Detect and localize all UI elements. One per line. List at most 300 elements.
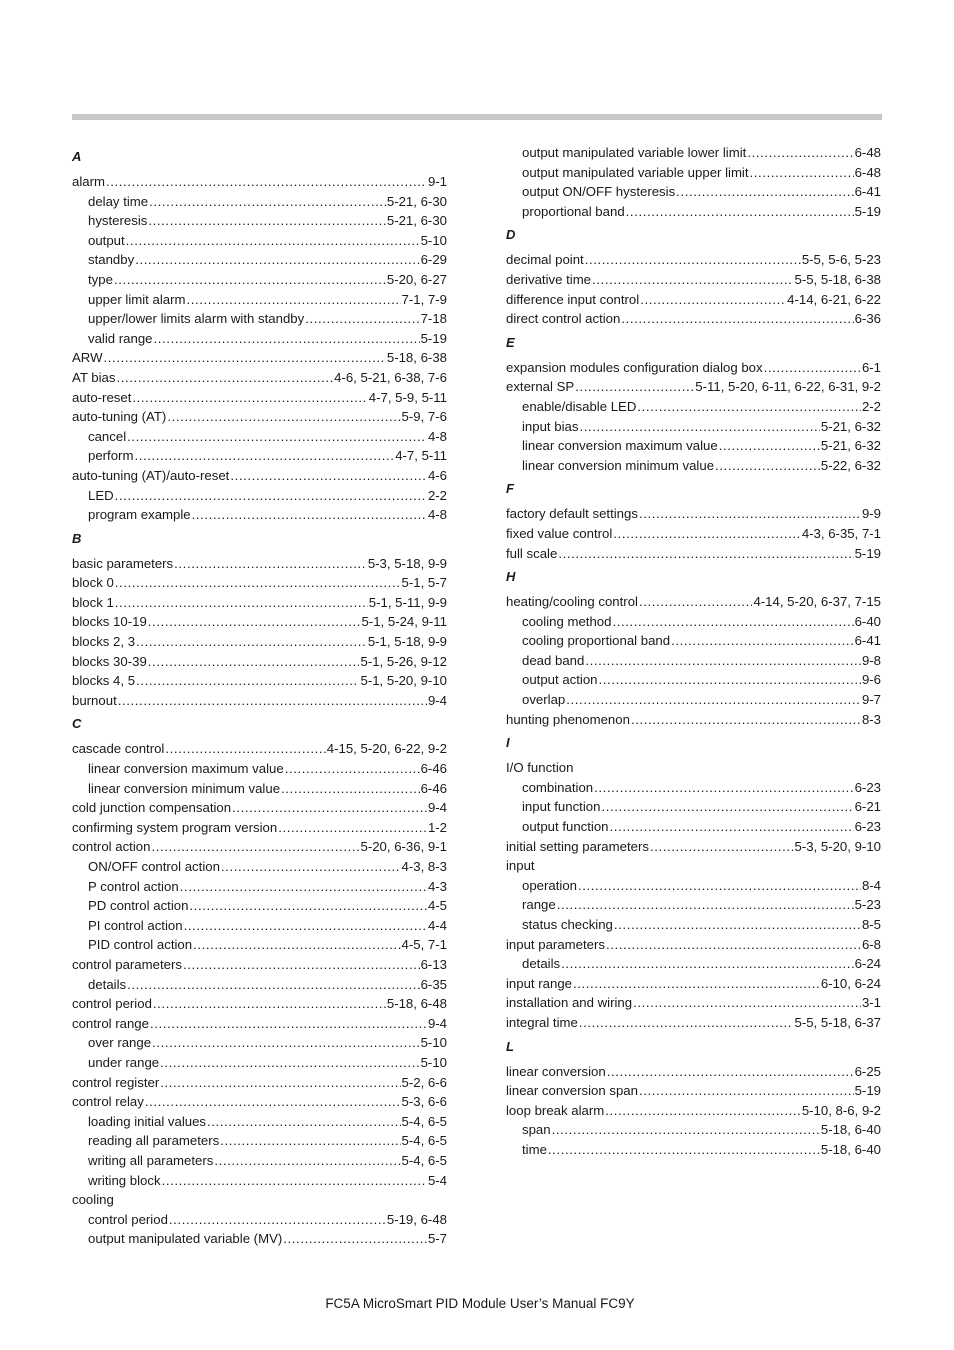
index-entry — [506, 546, 881, 566]
index-page-refs: 5-9, 7-6 — [401, 409, 447, 425]
index-term: auto-tuning (AT)/auto-reset — [72, 467, 230, 483]
index-subentry — [72, 448, 447, 468]
dot-leader — [169, 1212, 386, 1227]
dot-leader — [165, 741, 325, 756]
index-term: linear conversion — [506, 1063, 606, 1079]
dot-leader — [607, 1064, 854, 1079]
index-page-refs: 5-3, 6-6 — [401, 1094, 447, 1110]
index-page-refs: 5-1, 5-7 — [401, 575, 447, 591]
index-term: linear conversion minimum value — [522, 457, 715, 473]
index-subentry — [72, 233, 447, 253]
dot-leader — [633, 995, 861, 1010]
dot-leader — [193, 937, 400, 952]
index-entry — [506, 858, 881, 878]
dot-leader — [132, 390, 367, 405]
index-entry — [506, 292, 881, 312]
dot-leader — [118, 693, 427, 708]
index-page-refs: 5-2, 6-6 — [401, 1074, 447, 1090]
index-term: initial setting parameters — [506, 838, 649, 854]
index-page-refs: 5-22, 6-32 — [820, 457, 881, 473]
index-letter-heading: B — [72, 530, 82, 546]
index-subentry — [506, 672, 881, 692]
index-subentry — [72, 781, 447, 801]
index-page-refs: 5-1, 5-11, 9-9 — [368, 594, 447, 610]
dot-leader — [639, 506, 861, 521]
index-page-refs: 5-21, 6-32 — [820, 418, 881, 434]
index-entry — [506, 272, 881, 292]
dot-leader — [149, 194, 386, 209]
dot-leader — [640, 292, 786, 307]
index-page-refs: 5-5, 5-18, 6-37 — [794, 1014, 881, 1030]
index-column-right — [506, 145, 881, 1162]
index-term: span — [522, 1122, 551, 1138]
index-page-refs: 9-4 — [427, 800, 447, 816]
index-page-refs: 5-10 — [420, 1054, 447, 1070]
index-subentry — [72, 1212, 447, 1232]
index-entry — [72, 409, 447, 429]
dot-leader — [599, 672, 861, 687]
index-subentry — [506, 184, 881, 204]
index-term: output ON/OFF hysteresis — [522, 184, 676, 200]
index-page-refs: 5-23 — [854, 897, 881, 913]
index-term: basic parameters — [72, 555, 174, 571]
index-subentry — [72, 194, 447, 214]
index-page-refs: 4-15, 5-20, 6-22, 9-2 — [326, 741, 447, 757]
index-term: blocks 4, 5 — [72, 673, 136, 689]
dot-leader — [631, 712, 861, 727]
dot-leader — [134, 448, 394, 463]
index-term: range — [522, 897, 556, 913]
index-term: blocks 30-39 — [72, 653, 147, 669]
index-page-refs: 5-3, 5-18, 9-9 — [367, 555, 447, 571]
dot-leader — [285, 761, 420, 776]
dot-leader — [136, 634, 367, 649]
index-entry — [506, 839, 881, 859]
index-term: external SP — [506, 379, 575, 395]
dot-leader — [192, 507, 427, 522]
index-subentry — [72, 918, 447, 938]
index-entry — [506, 995, 881, 1015]
index-term: proportional band — [522, 203, 625, 219]
index-term: upper/lower limits alarm with standby — [88, 311, 305, 327]
index-term: input function — [522, 799, 601, 815]
dot-leader — [214, 1153, 400, 1168]
index-page-refs: 5-10, 8-6, 9-2 — [801, 1102, 881, 1118]
dot-leader — [148, 654, 360, 669]
dot-leader — [605, 1103, 801, 1118]
index-subentry — [72, 252, 447, 272]
index-term: control period — [88, 1211, 168, 1227]
dot-leader — [747, 145, 853, 160]
dot-leader — [162, 1173, 427, 1188]
index-page-refs: 4-3 — [427, 878, 447, 894]
index-subentry — [506, 1122, 881, 1142]
index-entry — [506, 311, 881, 331]
index-term: valid range — [88, 330, 153, 346]
index-term: combination — [522, 779, 594, 795]
index-letter-heading: A — [72, 149, 82, 164]
index-term: cooling — [72, 1192, 114, 1208]
index-term: PD control action — [88, 898, 189, 914]
dot-leader — [106, 174, 427, 189]
page-footer — [0, 1296, 954, 1311]
index-term: fixed value control — [506, 525, 613, 541]
index-entry — [72, 350, 447, 370]
dot-leader — [186, 292, 400, 307]
index-subentry — [506, 419, 881, 439]
index-entry — [72, 957, 447, 977]
dot-leader — [153, 996, 386, 1011]
dot-leader — [115, 575, 401, 590]
index-term: control range — [72, 1015, 149, 1031]
index-page-refs: 9-4 — [427, 1015, 447, 1031]
dot-leader — [719, 438, 820, 453]
index-subentry — [72, 311, 447, 331]
index-letter-heading: I — [506, 735, 510, 751]
dot-leader — [613, 526, 801, 541]
index-page-refs: 3-1 — [861, 995, 881, 1011]
index-page-refs: 5-19 — [420, 330, 447, 346]
dot-leader — [126, 233, 420, 248]
index-page-refs: 5-10 — [420, 232, 447, 248]
index-term: control period — [72, 996, 152, 1012]
index-entry — [506, 1083, 881, 1103]
index-term: linear conversion minimum value — [88, 780, 281, 796]
index-subentry — [506, 956, 881, 976]
index-subentry — [506, 878, 881, 898]
index-term: input parameters — [506, 936, 605, 952]
dot-leader — [548, 1142, 820, 1157]
index-page-refs: 4-14, 6-21, 6-22 — [787, 291, 881, 307]
dot-leader — [114, 272, 386, 287]
index-entry — [506, 1064, 881, 1084]
index-term: writing block — [88, 1172, 161, 1188]
index-subentry — [72, 488, 447, 508]
index-page-refs: 5-4, 6-5 — [401, 1152, 447, 1168]
index-page-refs: 9-9 — [861, 506, 881, 522]
header-rule — [72, 114, 882, 120]
index-entry — [72, 654, 447, 674]
index-letter-heading: L — [506, 1038, 514, 1054]
index-term: linear conversion span — [506, 1083, 638, 1099]
dot-leader — [585, 252, 801, 267]
index-page-refs: 5-20, 6-36, 9-1 — [360, 839, 447, 855]
index-page-refs: 6-46 — [420, 761, 447, 777]
index-column-left — [72, 145, 447, 1251]
index-term: P control action — [88, 878, 179, 894]
index-entry — [72, 468, 447, 488]
dot-leader — [566, 692, 861, 707]
index-term: reading all parameters — [88, 1133, 220, 1149]
index-letter-heading: C — [72, 716, 82, 732]
dot-leader — [136, 673, 359, 688]
index-term: loading initial values — [88, 1113, 207, 1129]
index-term: control action — [72, 839, 151, 855]
index-page-refs: 5-19 — [854, 1083, 881, 1099]
dot-leader — [575, 379, 694, 394]
index-page-refs: 7-18 — [420, 311, 447, 327]
index-page-refs: 6-21 — [854, 799, 881, 815]
index-page-refs: 6-25 — [854, 1063, 881, 1079]
index-entry — [506, 506, 881, 526]
index-entry — [72, 820, 447, 840]
index-subentry — [72, 292, 447, 312]
index-term: auto-reset — [72, 389, 132, 405]
index-page-refs: 4-7, 5-11 — [395, 448, 447, 464]
dot-leader — [671, 633, 853, 648]
index-subentry — [72, 1035, 447, 1055]
index-term: perform — [88, 448, 134, 464]
index-term: delay time — [88, 193, 149, 209]
index-term: writing all parameters — [88, 1152, 214, 1168]
index-letter-heading: D — [506, 227, 516, 243]
dot-leader — [610, 819, 854, 834]
dot-leader — [183, 957, 420, 972]
index-entry — [506, 937, 881, 957]
index-term: I/O function — [506, 760, 574, 776]
index-page-refs: 4-5 — [427, 898, 447, 914]
index-subentry — [72, 898, 447, 918]
index-letter-heading: F — [506, 481, 514, 497]
index-subentry — [506, 145, 881, 165]
dot-leader — [148, 614, 361, 629]
index-term: installation and wiring — [506, 995, 633, 1011]
index-term: hunting phenomenon — [506, 711, 630, 727]
dot-leader — [592, 272, 793, 287]
index-page-refs: 5-4, 6-5 — [401, 1133, 447, 1149]
index-subentry — [72, 429, 447, 449]
dot-leader — [676, 184, 853, 199]
index-subentry — [72, 879, 447, 899]
index-term: control relay — [72, 1094, 144, 1110]
index-term: over range — [88, 1035, 152, 1051]
dot-leader — [558, 546, 853, 561]
index-subentry — [72, 272, 447, 292]
index-term: factory default settings — [506, 506, 638, 522]
index-entry — [72, 839, 447, 859]
index-page-refs: 6-48 — [854, 164, 881, 180]
index-subentry — [506, 438, 881, 458]
index-subentry — [72, 1153, 447, 1173]
dot-leader — [151, 839, 359, 854]
index-page-refs: 5-21, 6-32 — [820, 438, 881, 454]
index-subentry — [72, 761, 447, 781]
index-term: input — [506, 858, 535, 874]
index-page-refs: 4-7, 5-9, 5-11 — [368, 389, 447, 405]
index-term: confirming system program version — [72, 819, 278, 835]
index-page-refs: 9-7 — [861, 692, 881, 708]
index-page-refs: 5-20, 6-27 — [386, 271, 447, 287]
index-subentry — [506, 204, 881, 224]
index-page-refs: 6-1 — [861, 359, 881, 375]
index-page-refs: 9-4 — [427, 692, 447, 708]
index-entry — [72, 1075, 447, 1095]
dot-leader — [764, 360, 861, 375]
index-term: linear conversion maximum value — [522, 438, 718, 454]
dot-leader — [606, 937, 861, 952]
index-page-refs: 5-18, 6-48 — [386, 996, 447, 1012]
index-page-refs: 5-5, 5-6, 5-23 — [801, 252, 881, 268]
index-page-refs: 4-4 — [427, 917, 447, 933]
index-page-refs: 5-4, 6-5 — [401, 1113, 447, 1129]
index-page-refs: 5-21, 6-30 — [386, 213, 447, 229]
index-entry — [72, 556, 447, 576]
dot-leader — [639, 594, 752, 609]
index-page-refs: 6-13 — [420, 956, 447, 972]
dot-leader — [180, 879, 427, 894]
index-subentry — [72, 213, 447, 233]
index-entry — [72, 575, 447, 595]
index-term: block 1 — [72, 594, 114, 610]
index-term: output action — [522, 672, 598, 688]
index-term: cascade control — [72, 741, 165, 757]
index-subentry — [506, 692, 881, 712]
index-page-refs: 6-41 — [854, 184, 881, 200]
index-term: hysteresis — [88, 213, 148, 229]
dot-leader — [154, 331, 420, 346]
index-term: enable/disable LED — [522, 398, 637, 414]
index-subentry — [506, 458, 881, 478]
index-page-refs: 4-3, 8-3 — [401, 859, 447, 874]
index-entry — [506, 1015, 881, 1035]
index-term: cold junction compensation — [72, 800, 232, 816]
index-term: blocks 2, 3 — [72, 634, 136, 650]
index-page-refs: 6-24 — [854, 956, 881, 972]
dot-leader — [148, 213, 386, 228]
dot-leader — [573, 976, 820, 991]
index-term: linear conversion maximum value — [88, 761, 284, 777]
dot-leader — [552, 1122, 820, 1137]
dot-leader — [715, 458, 820, 473]
index-term: type — [88, 271, 113, 287]
dot-leader — [220, 1133, 400, 1148]
dot-leader — [579, 419, 819, 434]
dot-leader — [750, 165, 854, 180]
dot-leader — [145, 1094, 401, 1109]
index-term: cancel — [88, 428, 127, 444]
dot-leader — [127, 429, 427, 444]
index-page-refs: 4-3, 6-35, 7-1 — [801, 525, 881, 541]
index-entry — [506, 526, 881, 546]
index-term: expansion modules configuration dialog box — [506, 359, 763, 375]
index-page-refs: 5-5, 5-18, 6-38 — [794, 271, 881, 287]
index-subentry — [72, 1114, 447, 1134]
index-page-refs: 4-5, 7-1 — [401, 937, 447, 953]
index-term: operation — [522, 877, 577, 893]
dot-leader — [650, 839, 794, 854]
index-subentry — [506, 1142, 881, 1162]
index-entry — [72, 1192, 447, 1212]
index-term: output function — [522, 819, 609, 835]
index-page-refs: 6-10, 6-24 — [820, 975, 881, 991]
index-page-refs: 4-8 — [427, 507, 447, 523]
index-term: dead band — [522, 652, 585, 668]
dot-leader — [232, 800, 427, 815]
index-term: output manipulated variable (MV) — [88, 1231, 283, 1247]
index-entry — [506, 360, 881, 380]
index-subentry — [506, 780, 881, 800]
index-page-refs: 9-6 — [861, 672, 881, 688]
index-term: blocks 10-19 — [72, 614, 147, 630]
index-subentry — [506, 399, 881, 419]
index-page-refs: 2-2 — [861, 398, 881, 414]
index-term: control parameters — [72, 956, 182, 972]
index-page-refs: 8-4 — [861, 877, 881, 893]
index-term: details — [522, 956, 561, 972]
index-page-refs: 9-1 — [427, 174, 447, 189]
dot-leader — [579, 1015, 794, 1030]
index-entry — [72, 390, 447, 410]
dot-leader — [160, 1055, 419, 1070]
dot-leader — [621, 311, 853, 326]
index-term: cooling proportional band — [522, 633, 671, 649]
dot-leader — [104, 350, 386, 365]
index-subentry — [72, 1173, 447, 1193]
index-term: full scale — [506, 545, 558, 561]
index-entry — [506, 712, 881, 732]
index-term: under range — [88, 1054, 160, 1070]
index-page-refs: 9-8 — [861, 652, 881, 668]
index-entry — [72, 1094, 447, 1114]
index-term: cooling method — [522, 613, 612, 629]
index-subentry — [506, 653, 881, 673]
index-subentry — [506, 897, 881, 917]
index-page-refs: 5-18, 6-40 — [820, 1122, 881, 1138]
index-term: decimal point — [506, 252, 584, 268]
index-entry — [72, 1016, 447, 1036]
index-page-refs: 5-1, 5-24, 9-11 — [361, 614, 447, 630]
index-page-refs: 8-3 — [861, 711, 881, 727]
index-page-refs: 5-11, 5-20, 6-11, 6-22, 6-31, 9-2 — [695, 379, 881, 395]
index-term: ON/OFF control action — [88, 859, 220, 874]
index-page-refs: 5-3, 5-20, 9-10 — [794, 838, 881, 854]
dot-leader — [184, 918, 427, 933]
index-entry — [506, 760, 881, 780]
dot-leader — [115, 595, 368, 610]
dot-leader — [594, 780, 853, 795]
index-entry — [506, 594, 881, 614]
dot-leader — [612, 614, 853, 629]
dot-leader — [278, 820, 427, 835]
index-subentry — [72, 1055, 447, 1075]
dot-leader — [135, 252, 419, 267]
index-entry — [506, 1103, 881, 1123]
index-term: ARW — [72, 350, 103, 366]
index-page-refs: 6-36 — [854, 311, 881, 327]
index-subentry — [506, 165, 881, 185]
dot-leader — [283, 1231, 427, 1246]
index-subentry — [72, 1231, 447, 1251]
index-page-refs: 4-6 — [427, 467, 447, 483]
dot-leader — [578, 878, 861, 893]
index-term: input bias — [522, 418, 579, 434]
dot-leader — [117, 370, 334, 385]
dot-leader — [561, 956, 853, 971]
index-term: AT bias — [72, 369, 116, 385]
index-page-refs: 6-46 — [420, 780, 447, 796]
index-letter-heading: H — [506, 569, 516, 585]
index-entry — [72, 996, 447, 1016]
index-entry — [72, 800, 447, 820]
index-subentry — [72, 977, 447, 997]
dot-leader — [557, 897, 854, 912]
index-entry — [506, 252, 881, 272]
index-term: block 0 — [72, 575, 114, 591]
index-page-refs: 6-41 — [854, 633, 881, 649]
index-subentry — [506, 633, 881, 653]
index-page-refs: 1-2 — [427, 819, 447, 835]
index-subentry — [506, 614, 881, 634]
